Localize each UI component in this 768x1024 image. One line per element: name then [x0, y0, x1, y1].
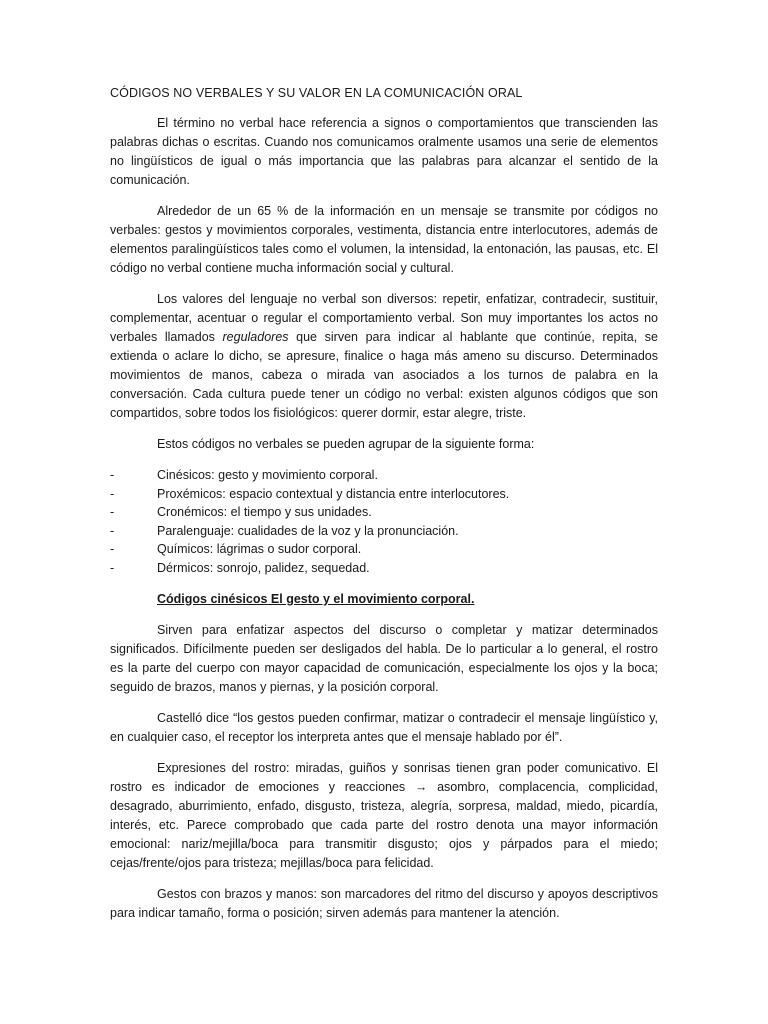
list-item: - Dérmicos: sonrojo, palidez, sequedad.: [110, 559, 658, 578]
paragraph-face-expressions: Expresiones del rostro: miradas, guiños y sonrisas tienen gran poder comunicativo. El rostro es indicador de emociones y reacciones → asombro, complacencia, complicidad, desagrado, aburrimiento, enfado, disgusto, tristeza, alegría, sorpresa, maldad, miedo, picardía, interés, etc. Parece comprobado que cada parte del rostro denota una mayor información emocional: nariz/mejilla/boca para transmitir disgusto; ojos y párpados para el miedo; cejas/frente/ojos para tristeza; mejillas/boca para felicidad.: [110, 760, 658, 870]
paragraph-values-text-2: que sirven para indicar al hablante que continúe, repita, se extienda o aclare lo dicho, se apresure, finalice o haga más ameno su discurso. Determinados movimientos de manos, cabeza o mirada van asociados a los turnos de palabra en la conversación. Cada cultura puede tener un código no verbal: existen algunos códigos que son compartidos, sobre todos los fisiológicos: querer dormir, estar alegre, triste.: [110, 330, 658, 420]
paragraph-list-intro: Estos códigos no verbales se pueden agrupar de la siguiente forma:: [157, 437, 535, 451]
paragraph-values: [110, 290, 658, 423]
list-item: - Cronémicos: el tiempo y sus unidades.: [110, 503, 658, 522]
code-types-list: [110, 466, 658, 578]
paragraph-values-text-1: Los valores del lenguaje no verbal son diversos: repetir, enfatizar, contradecir, sustituir, complementar, acentuar o regular el comportamiento verbal. Son muy importantes los actos no verbales llamados: [110, 292, 658, 344]
paragraph-intro: El término no verbal hace referencia a signos o comportamientos que transcienden las palabras dichas o escritas. Cuando nos comunicamos oralmente usamos una serie de elementos no lingüísticos de igual o más importancia que las palabras para alcanzar el sentido de la comunicación.: [110, 116, 658, 187]
document-title: CÓDIGOS NO VERBALES Y SU VALOR EN LA COMUNICACIÓN ORAL: [110, 86, 523, 100]
paragraph-arm-hand-gestures: Gestos con brazos y manos: son marcadores del ritmo del discurso y apoyos descriptivos para indicar tamaño, forma o posición; sirven además para mantener la atención.: [110, 886, 658, 920]
paragraph-castello-quote: Castelló dice “los gestos pueden confirmar, matizar o contradecir el mensaje lingüístico y, en cualquier caso, el receptor los interpreta antes que el mensaje hablado por él”.: [110, 710, 658, 744]
emphasis-reguladores: reguladores: [222, 330, 289, 344]
section-heading: Códigos cinésicos El gesto y el movimiento corporal.: [157, 591, 475, 606]
list-item: - Químicos: lágrimas o sudor corporal.: [110, 540, 658, 559]
list-item: - Proxémicos: espacio contextual y distancia entre interlocutores.: [110, 485, 658, 504]
paragraph-percentage: Alrededor de un 65 % de la información en un mensaje se transmite por códigos no verbales: gestos y movimientos corporales, vestimenta, distancia entre interlocutores, además de elementos paralingüísticos tales como el volumen, la intensidad, la entonación, las pausas, etc. El código no verbal contiene mucha información social y cultural.: [110, 204, 658, 275]
paragraph-cinesic-purpose: Sirven para enfatizar aspectos del discurso o completar y matizar determinados significados. Difícilmente pueden ser desligados del habla. De lo particular a lo general, el rostro es la parte del cuerpo con mayor capacidad de comunicación, especialmente los ojos y la boca; seguido de brazos, manos y piernas, y la posición corporal.: [110, 622, 658, 694]
list-item: - Cinésicos: gesto y movimiento corporal.: [110, 466, 658, 485]
list-item: - Paralenguaje: cualidades de la voz y la pronunciación.: [110, 522, 658, 541]
